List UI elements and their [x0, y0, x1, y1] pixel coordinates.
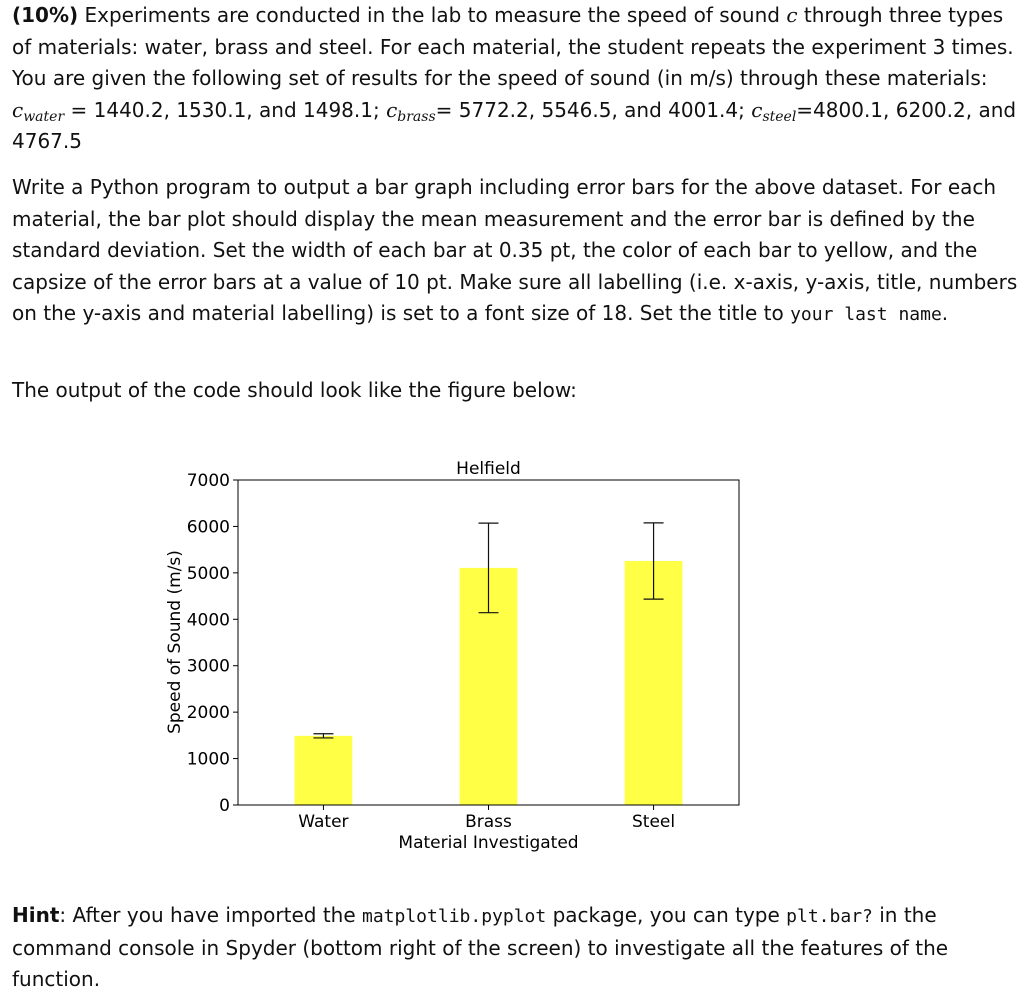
brass-values: = 5772.2, 5546.5, and 4001.4;: [435, 97, 745, 122]
figure-intro: The output of the code should look like the figure below:: [12, 378, 577, 402]
x-axis: [298, 805, 675, 832]
steel-subscript: steel: [762, 108, 797, 125]
steel-values: =4800.1, 6200.2, and 4767.5: [12, 97, 1017, 153]
x-axis-label: Material Investigated: [398, 833, 579, 853]
problem-intro: Experiments are conducted in the lab to measure the speed of sound: [84, 3, 780, 27]
y-tick-label-0: 0: [219, 796, 230, 816]
water-values: = 1440.2, 1530.1, and 1498.1;: [70, 97, 380, 122]
hint-label: Hint: [12, 903, 60, 927]
chart-title: Helfield: [456, 459, 521, 479]
y-tick-label-5000: 5000: [186, 563, 230, 584]
x-tick-label-brass: Brass: [465, 812, 512, 832]
y-tick-label-7000: 7000: [186, 471, 230, 491]
bar-water: [295, 736, 353, 805]
title-code: your last name: [790, 304, 942, 325]
y-axis: [187, 471, 238, 816]
x-tick-label-water: Water: [298, 812, 349, 832]
instructions: [12, 172, 1018, 331]
hint-text-1: : After you have imported the: [59, 903, 356, 927]
c-water-symbol: $c_{water}$: [12, 97, 65, 125]
brass-subscript: brass: [397, 108, 436, 125]
bar-chart: [155, 452, 755, 862]
y-tick-label-1000: 1000: [186, 749, 230, 770]
y-axis-label: Speed of Sound (m/s): [165, 550, 185, 734]
y-tick-label-2000: 2000: [186, 703, 230, 724]
hint-code-1: matplotlib.pyplot: [362, 906, 547, 927]
c-brass-symbol: $c_{brass}$: [386, 97, 436, 125]
hint: [12, 900, 1018, 996]
problem-statement: [12, 0, 1018, 158]
hint-text-2: package, you can type: [552, 903, 780, 927]
x-tick-label-steel: Steel: [632, 812, 676, 832]
y-tick-label-3000: 3000: [186, 656, 230, 677]
instructions-text: Write a Python program to output a bar graph including error bars for the above dataset. For each material, the bar plot should display the mean measurement and the error bar is defined by the standard deviation. Set the width of each bar at 0.35 pt, the color of each bar to yellow, and the capsize of the error bars at a value of 10 pt. Make sure all labelling (i.e. x-axis, y-axis, title, numbers on the y-axis and material labelling) is set to a font size of 18. Set the title to: [12, 175, 1018, 325]
symbol-c: c: [786, 3, 798, 27]
hint-text-3: in the command console in Spyder (bottom right of the screen) to investigate all the features of the function.: [12, 903, 949, 991]
c-steel-symbol: $c_{steel}$: [751, 97, 797, 125]
instructions-end: .: [941, 301, 949, 325]
y-tick-label-4000: 4000: [186, 610, 230, 631]
problem-intro-tail: through three types of materials: water, brass and steel. For each material, the student repeats the experiment 3 times. You are given the following set of results for the speed of sound (in m/s) through these materials:: [12, 3, 1014, 90]
hint-code-2: plt.bar?: [786, 906, 873, 927]
y-tick-label-6000: 6000: [186, 517, 230, 538]
water-subscript: water: [23, 108, 65, 125]
problem-weight: (10%): [12, 3, 79, 27]
